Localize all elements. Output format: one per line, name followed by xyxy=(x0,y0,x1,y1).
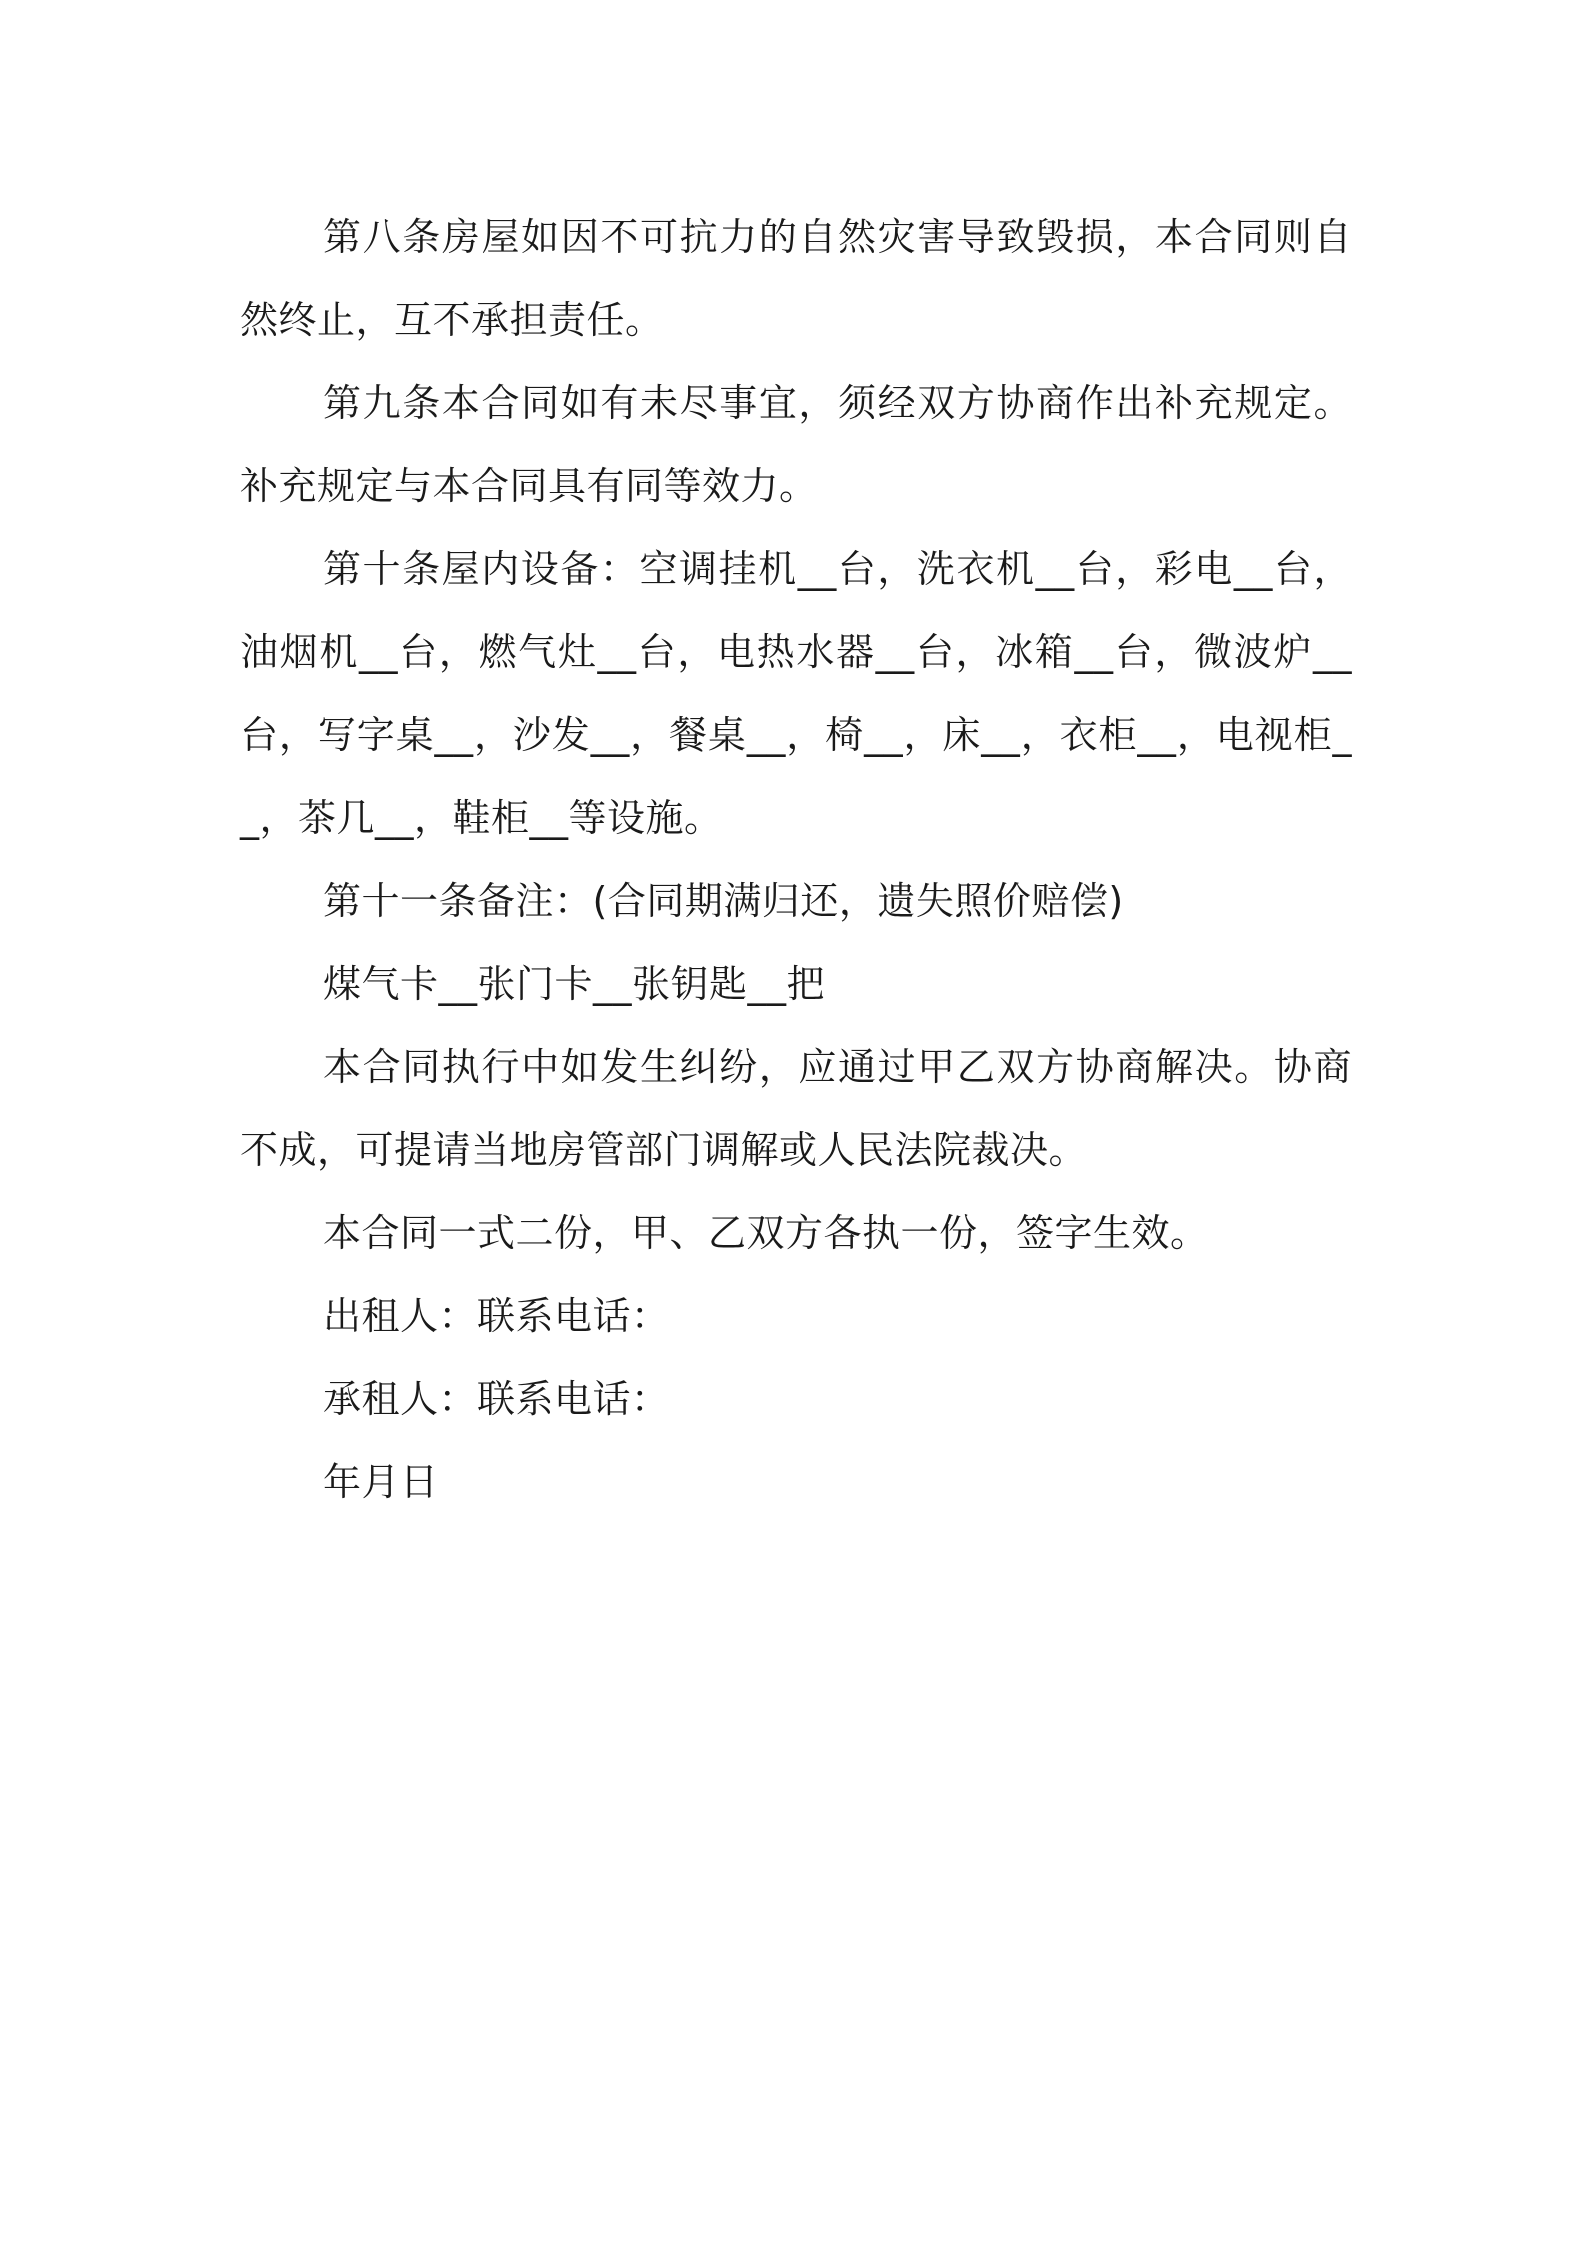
article-9: 第九条本合同如有未尽事宜，须经双方协商作出补充规定。补充规定与本合同具有同等效力。 xyxy=(240,381,1352,508)
dispute-clause: 本合同执行中如发生纠纷，应通过甲乙双方协商解决。协商不成，可提请当地房管部门调解或人民法院裁决。 xyxy=(240,1045,1352,1172)
lessor-signature-line: 出租人：联系电话： xyxy=(323,1294,670,1338)
lessee-signature-line: 承租人：联系电话： xyxy=(323,1377,670,1421)
article-11-remarks: 第十一条备注：(合同期满归还，遗失照价赔偿) xyxy=(323,879,1124,923)
article-10-equipment: 第十条屋内设备：空调挂机__台，洗衣机__台，彩电__台，油烟机__台，燃气灶__台，电热水器__台，冰箱__台，微波炉__台，写字桌__，沙发__，餐桌__，椅__，床__，衣柜__，电视柜__，茶几__，鞋柜__等设施。 xyxy=(240,547,1352,840)
document-body xyxy=(240,196,1352,1524)
date-line: 年月日 xyxy=(323,1460,439,1504)
cards-keys-line: 煤气卡__张门卡__张钥匙__把 xyxy=(323,962,826,1006)
article-8: 第八条房屋如因不可抗力的自然灾害导致毁损，本合同则自然终止，互不承担责任。 xyxy=(240,215,1352,342)
copies-clause: 本合同一式二份，甲、乙双方各执一份，签字生效。 xyxy=(323,1211,1209,1255)
